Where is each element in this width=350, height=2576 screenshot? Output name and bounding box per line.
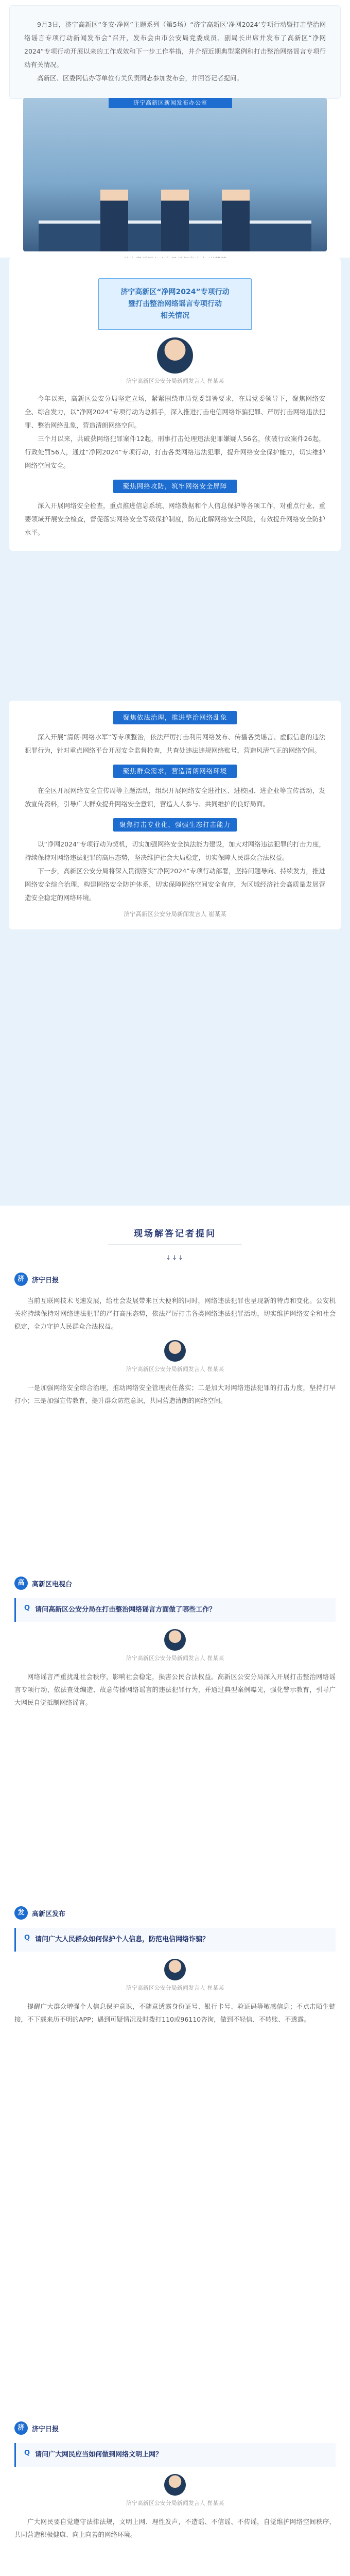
tv-station-icon: 高: [14, 1577, 28, 1590]
outlet-tag: [14, 1273, 336, 1286]
closing-paragraph: 下一步，高新区公安分局将深入贯彻落实“净网2024”专项行动部署，坚持问题导向、持续发力，推进网络安全综合治理，构建网络安全防护体系，切实保障网络空间安全有序，为区域经济社会高质量发展营造安全稳定的网络环境。: [25, 867, 325, 902]
press-conference-photo: [23, 98, 327, 251]
outlet-tag: [14, 1906, 336, 1920]
title-box: [98, 278, 252, 330]
speaker-caption: 济宁高新区公安分局新闻发言人 崔某某: [126, 1655, 224, 1662]
section-heading: 聚焦依法治理，推进整治网络乱象: [113, 711, 237, 724]
speaker-caption: 济宁高新区公安分局新闻发言人 崔某某: [126, 2500, 224, 2506]
answer-paragraph: 广大网民要自觉遵守法律法规，文明上网、理性发声，不造谣、不信谣、不传谣，自觉维护网络空间秩序，共同营造积极健康、向上向善的网络环境。: [14, 2518, 336, 2538]
body-card-2: [9, 701, 341, 929]
officer-figure-2: [161, 190, 189, 251]
newspaper-icon: 济: [14, 2421, 28, 2435]
broadcast-icon: 发: [14, 1906, 28, 1920]
title-line-2: 暨打击整治网络谣言专项行动: [128, 300, 222, 308]
outlet-name: 济宁日报: [32, 1276, 59, 1284]
press-photo-wrap: [23, 98, 327, 264]
body-paragraph: 三个月以来，共破获网络犯罪案件12起，刑事打击处理违法犯罪嫌疑人56名，侦破行政案件26起，行政处罚56人，通过“净网2024”专项行动，打击各类网络违法犯罪，提升网络安全保护能力，切实维护网络空间安全。: [25, 435, 325, 469]
title-line-1: 济宁高新区“净网2024”专项行动: [120, 288, 230, 296]
stage-banner: 济宁高新区新闻发布办公室: [109, 98, 232, 108]
qa-block-3: [0, 1906, 350, 2026]
outlet-tag: [14, 1577, 336, 1590]
down-arrows-icon: ↓↓↓: [165, 1254, 185, 1261]
answer-paragraph: 当前互联网技术飞速发展，给社会发展带来巨大便利的同时，网络违法犯罪也呈现新的特点和变化。公安机关将持续保持对网络违法犯罪的严打高压态势，依法严厉打击各类网络违法犯罪活动，切实维护网络安全和社会稳定，全力守护人民群众合法权益。: [14, 1297, 336, 1330]
intro-card: [9, 5, 341, 99]
section-paragraph: 在全区开展网络安全宣传周等主题活动，组织开展网络安全进社区、进校园、进企业等宣传活动，发放宣传资料，引导广大群众提升网络安全意识，营造人人参与、共同维护的良好局面。: [25, 787, 325, 808]
officer-figure-1: [100, 190, 128, 251]
speaker-avatar: [164, 1340, 186, 1362]
question-icon: Q: [24, 1934, 30, 1942]
speaker-avatar: [164, 1959, 186, 1980]
question-box: [14, 2443, 336, 2467]
section-paragraph: 深入开展网络安全检查，重点推进信息系统、网络数据和个人信息保护等各项工作，对重点行业、重要领域开展安全检查，督促落实网络安全等级保护制度，防范化解网络安全风险，有效提升网络安全防护水平。: [25, 502, 325, 536]
qa-title: 现场解答记者提问: [134, 1229, 216, 1239]
speaker-avatar: [157, 337, 193, 374]
qa-block-1: [0, 1273, 350, 1407]
answer-paragraph: 提醒广大群众增强个人信息保护意识，不随意透露身份证号、银行卡号、验证码等敏感信息；不点击陌生链接，不下载来历不明的APP；遇到可疑情况及时拨打110或96110咨询，做到不轻信、不转账、不透露。: [14, 2003, 336, 2023]
section-heading: 聚焦网络攻防，筑牢网络安全屏障: [113, 480, 237, 493]
section-heading: 聚焦打击专业化，强强生态打击能力: [113, 818, 237, 832]
question-icon: Q: [24, 1604, 30, 1612]
body-frame-2: [0, 701, 350, 1206]
speaker-avatar: [164, 2474, 186, 2496]
question-icon: Q: [24, 2449, 30, 2457]
answer-paragraph: 一是加强网络安全综合治理，推动网络安全管理责任落实；二是加大对网络违法犯罪的打击力度，坚持打早打小；三是加强宣传教育，提升群众防范意识，共同营造清朗的网络空间。: [14, 1384, 336, 1404]
newspaper-icon: 济: [14, 1273, 28, 1286]
outlet-tag: [14, 2421, 336, 2435]
question-text: 请问广大网民应当如何做到网络文明上网？: [35, 2451, 163, 2459]
speaker-caption: 济宁高新区公安分局新闻发言人 崔某某: [126, 1985, 224, 1991]
section-heading: 聚焦群众需求，营造清朗网络环境: [113, 765, 237, 778]
officer-figure-3: [222, 190, 250, 251]
answer-paragraph: 网络谣言严重扰乱社会秩序，影响社会稳定，损害公民合法权益。高新区公安分局深入开展打击整治网络谣言专项行动，依法查处编造、故意传播网络谣言的违法犯罪行为，并通过典型案例曝光，强化警示教育，引导广大网民自觉抵制网络谣言。: [14, 1673, 336, 1706]
outlet-name: 济宁日报: [32, 2425, 59, 2433]
title-line-3: 相关情况: [161, 312, 189, 320]
question-text: 请问高新区公安分局在打击整治网络谣言方面做了哪些工作？: [35, 1606, 216, 1614]
question-text: 请问广大人民群众如何保护个人信息，防范电信网络诈骗？: [35, 1936, 209, 1943]
speaker-caption: 济宁高新区公安分局新闻发言人 崔某某: [126, 378, 224, 384]
qa-header: [0, 1226, 350, 1261]
qa-block-2: [0, 1577, 350, 1709]
intro-section: [0, 0, 350, 99]
body-paragraph: 今年以来，高新区公安分局坚定立场，紧紧围绕市局党委部署要求，在局党委领导下，聚焦网络安全、综合发力，以“净网2024”专项行动为总抓手，深入推进打击电信网络诈骗犯罪、严厉打击网络违法犯罪、整治网络乱象，营造清朗网络空间。: [25, 395, 325, 429]
speaker-caption: 济宁高新区公安分局新闻发言人 崔某某: [126, 1366, 224, 1372]
qa-block-4: [0, 2421, 350, 2541]
outlet-name: 高新区发布: [32, 1910, 66, 1918]
question-box: [14, 1928, 336, 1952]
intro-paragraph: 9月3日，济宁高新区“冬安·净网”主题系列（第5场）“济宁高新区‘净网2024’专项行动暨打击整治网络谣言专项行动新闻发布会”召开，发布会由市公安局党委成员、副局长出席并发布了高新区“净网2024”专项行动开展以来的工作成效和下一步工作举措，并介绍近期典型案例和打击整治网络谣言专项行动有关情况。: [24, 21, 326, 69]
section-paragraph: 深入开展“清朗·网络水军”等专项整治，依法严厉打击利用网络发布、传播各类谣言、虚假信息的违法犯罪行为，针对重点网络平台开展安全监督检查，共查处违法违规网络账号，营造风清气正的网络空间。: [25, 733, 325, 754]
body-caption: 济宁高新区公安分局新闻发言人 崔某某: [124, 910, 226, 918]
speaker-avatar: [164, 1629, 186, 1651]
intro-paragraph-2: 高新区、区委网信办等单位有关负责同志参加发布会，并回答记者提问。: [37, 74, 243, 82]
question-box: [14, 1598, 336, 1622]
body-frame: [0, 258, 350, 701]
body-card: [9, 258, 341, 551]
section-paragraph: 以“净网2024”专项行动为契机，切实加强网络安全执法能力建设，加大对网络违法犯罪的打击力度，持续保持对网络违法犯罪的高压态势，坚决维护社会大局稳定，切实保障人民群众合法权益。: [25, 840, 325, 861]
outlet-name: 高新区电视台: [32, 1580, 73, 1588]
